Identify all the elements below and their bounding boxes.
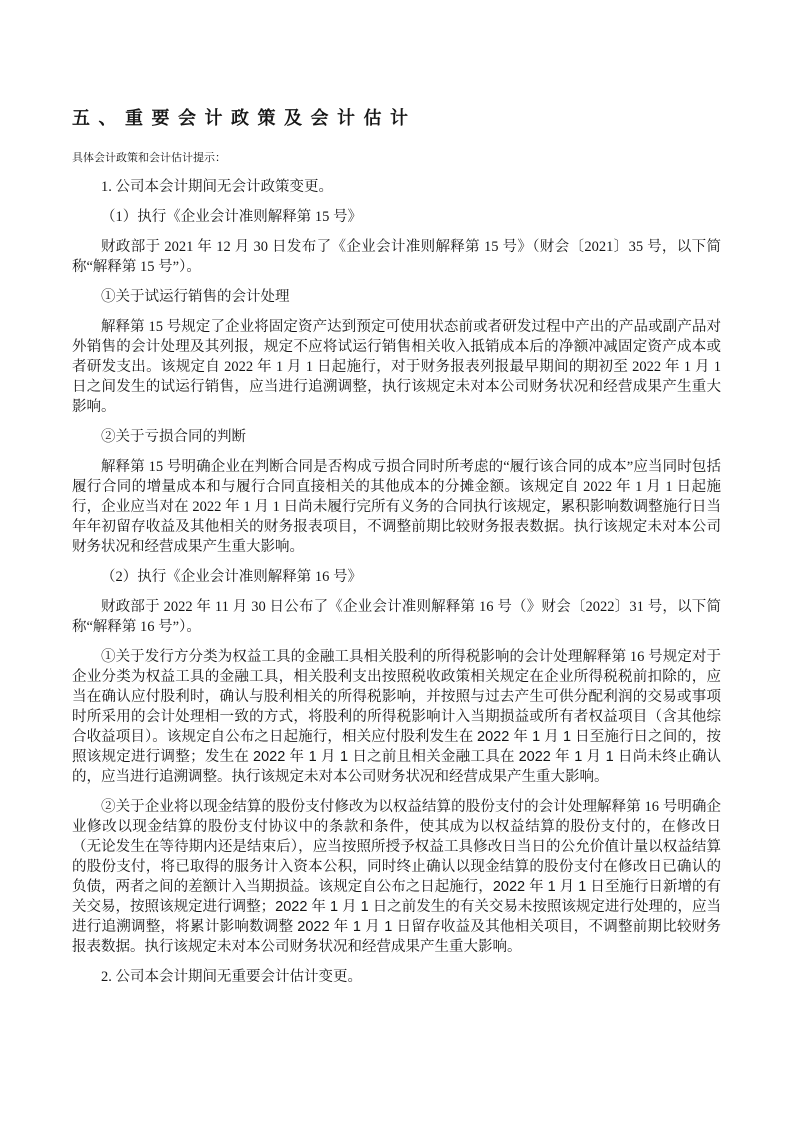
paragraph <box>72 427 721 447</box>
paragraph <box>72 597 721 637</box>
paragraph-text: 2. 公司本会计期间无重要会计估计变更。 <box>101 969 362 985</box>
paragraph-text: ①关于试运行销售的会计处理 <box>101 289 290 305</box>
paragraph-text: 1. 公司本会计期间无会计政策变更。 <box>101 179 333 195</box>
date-text-alt-font: 2022 年 1 月 1 日 <box>477 729 590 745</box>
date-text-alt-font: 2022 年 1 月 1 日 <box>518 749 633 765</box>
paragraph <box>72 207 721 227</box>
paragraph-text: 解释第 15 号明确企业在判断合同是否构成亏损合同时所考虑的“履行该合同的成本”应当同时包括履行合同的增量成本和与履行合同直接相关的其他成本的分摊金额。该规定自 2022 年 1 月 1 日起施行，企业应当对在 2022 年 1 月 1 日尚未履行完所有义务的合同执行该规定，累积影响数调整施行日当年年初留存收益及其他相关的财务报表项目，不调整前期比较财务报表数据。执行该规定未对本公司财务状况和经营成果产生重大影响。 <box>72 459 721 555</box>
section-heading: 五、重要会计政策及会计估计 <box>72 108 417 128</box>
date-text-alt-font: 2022 年 1 月 1 日 <box>297 919 412 935</box>
date-text-alt-font: 2022 年 1 月 1 日 <box>492 879 605 895</box>
paragraph-text: 留存收益及其他相关项目，不调整前期比较财务报表数据。执行该规定未对本公司财务状况和经营成果产生重大影响。 <box>72 919 721 955</box>
paragraph <box>72 457 721 557</box>
paragraph-text: （2）执行《企业会计准则解释第 16 号》 <box>101 569 362 585</box>
paragraph <box>72 967 721 987</box>
paragraph-text: ②关于亏损合同的判断 <box>101 429 246 445</box>
paragraph-text: ①关于发行方分类为权益工具的金融工具相关股利的所得税影响的会计处理解释第 16 号规定对于企业分类为权益工具的金融工具，相关股利支出按照税收政策相关规定在企业所得税税前扣除的，应当在确认应付股利时，确认与股利相关的所得税影响，并按照与过去产生可供分配利润的交易或事项时所采用的会计处理相一致的方式，将股利的所得税影响计入当期损益或所有者权益项目（含其他综合收益项目）。该规定自公布之日起施行，相关应付股利发生在 <box>72 649 721 745</box>
paragraph <box>72 237 721 277</box>
paragraph-text: 财政部于 2022 年 11 月 30 日公布了《企业会计准则解释第 16 号（》财会〔2022〕31 号，以下简称“解释第 16 号”）。 <box>72 599 721 635</box>
policy-note: 具体会计政策和会计估计提示： <box>72 152 226 164</box>
paragraph <box>72 647 721 787</box>
paragraph-container <box>72 177 721 987</box>
paragraph-text: 尚未终止确认的，应当进行追溯调整。执行该规定未对本公司财务状况和经营成果产生重大影响。 <box>72 749 722 785</box>
paragraph <box>72 317 721 417</box>
date-text-alt-font: 2022 年 1 月 1 日 <box>253 749 368 765</box>
paragraph <box>72 177 721 197</box>
paragraph-text: 至施行日新增的有关交易，按照该规定进行调整； <box>72 879 722 915</box>
paragraph-text: 解释第 15 号规定了企业将固定资产达到预定可使用状态前或者研发过程中产出的产品或副产品对外销售的会计处理及其列报，规定不应将试运行销售相关收入抵销成本后的净额冲减固定资产成本或者研发支出。该规定自 2022 年 1 月 1 日起施行，对于财务报表列报最早期间的期初至 2022 年 1 月 1 日之间发生的试运行销售，应当进行追溯调整，执行该规定未对本公司财务状况和经营成果产生重大影响。 <box>72 319 721 415</box>
paragraph-text: 之前发生的有关交易未按照该规定进行处理的，应当进行追溯调整，将累计影响数调整 <box>72 899 722 935</box>
paragraph <box>72 567 721 587</box>
paragraph-text: （1）执行《企业会计准则解释第 15 号》 <box>101 209 362 225</box>
date-text-alt-font: 2022 年 1 月 1 日 <box>275 899 388 915</box>
paragraph <box>72 287 721 307</box>
paragraph-text: 至施行日之间的，按照该规定进行调整；发生在 <box>72 729 722 765</box>
paragraph <box>72 797 721 957</box>
paragraph-text: 财政部于 2021 年 12 月 30 日发布了《企业会计准则解释第 15 号》（财会〔2021〕35 号，以下简称“解释第 15 号”）。 <box>72 239 721 275</box>
paragraph-text: 之前且相关金融工具在 <box>367 749 519 765</box>
paragraph-text: ②关于企业将以现金结算的股份支付修改为以权益结算的股份支付的会计处理解释第 16 号明确企业修改以现金结算的股份支付协议中的条款和条件，使其成为以权益结算的股份支付的，在修改日（无论发生在等待期内还是结束后），应当按照所授予权益工具修改日当日的公允价值计量以权益结算的股份支付，将已取得的服务计入资本公积，同时终止确认以现金结算的股份支付在修改日已确认的负债，两者之间的差额计入当期损益。该规定自公布之日起施行， <box>72 799 721 895</box>
